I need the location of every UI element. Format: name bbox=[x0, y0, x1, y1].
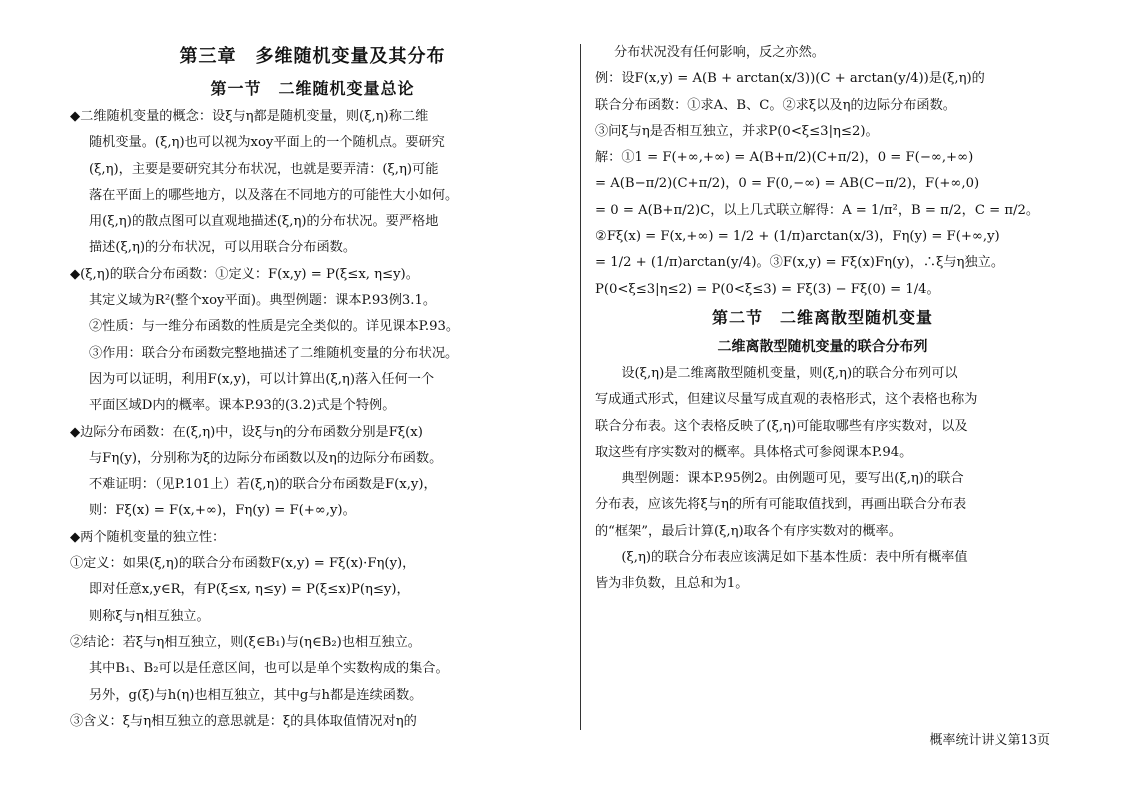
text-line: 因为可以证明，利用F(x,y)，可以计算出(ξ,η)落入任何一个 bbox=[89, 371, 435, 387]
text-line: 分布状况没有任何影响，反之亦然。 bbox=[614, 45, 825, 60]
subsection-title: 二维离散型随机变量的联合分布列 bbox=[717, 338, 928, 355]
text-line: 落在平面上的哪些地方，以及落在不同地方的可能性大小如何。 bbox=[89, 187, 459, 203]
text-line: (ξ,η)的联合分布表应该满足如下基本性质：表中所有概率值 bbox=[595, 550, 968, 566]
column-divider bbox=[580, 44, 581, 730]
text-line: 不难证明：（见P.101上）若(ξ,η)的联合分布函数是F(x,y)， bbox=[89, 477, 437, 493]
text-line: 联合分布表。这个表格反映了(ξ,η)可能取哪些有序实数对，以及 bbox=[595, 418, 968, 434]
text-line: 用(ξ,η)的散点图可以直观地描述(ξ,η)的分布状况。要严格地 bbox=[89, 214, 439, 230]
text-line: 解：①1 = F(+∞,+∞) = A(B+π/2)(C+π/2)，0 = F(−∞,+∞) bbox=[595, 150, 974, 166]
text-line: P(0<ξ≤3|η≤2) = P(0<ξ≤3) = Fξ(3) − Fξ(0) = 1/4。 bbox=[595, 281, 940, 297]
text-line: ◆边际分布函数：在(ξ,η)中，设ξ与η的分布函数分别是Fξ(x) bbox=[70, 424, 423, 440]
text-line: 分布表，应该先将ξ与η的所有可能取值找到，再画出联合分布表 bbox=[595, 497, 967, 513]
text-line: 其定义域为R²(整个xoy平面)。典型例题：课本P.93例3.1。 bbox=[89, 293, 437, 309]
text-line: = A(B−π/2)(C+π/2)，0 = F(0,−∞) = AB(C−π/2)，F(+∞,0) bbox=[595, 176, 980, 192]
text-line: ①定义：如果(ξ,η)的联合分布函数F(x,y) = Fξ(x)·Fη(y)， bbox=[70, 556, 416, 572]
text-line: 则称ξ与η相互独立。 bbox=[89, 608, 210, 624]
text-line: ◆两个随机变量的独立性： bbox=[70, 529, 226, 545]
left-column bbox=[70, 40, 555, 735]
text-line: 皆为非负数，且总和为1。 bbox=[595, 576, 749, 592]
text-line: 其中B₁、B₂可以是任意区间，也可以是单个实数构成的集合。 bbox=[89, 661, 449, 677]
text-line: = 1/2 + (1/π)arctan(y/4)。③F(x,y) = Fξ(x)Fη(y)，∴ξ与η独立。 bbox=[595, 255, 1005, 271]
text-line: 另外，g(ξ)与h(η)也相互独立，其中g与h都是连续函数。 bbox=[89, 687, 423, 703]
text-line: 则：Fξ(x) = F(x,+∞)，Fη(y) = F(+∞,y)。 bbox=[89, 503, 356, 519]
text-line: 与Fη(y)，分别称为ξ的边际分布函数以及η的边际分布函数。 bbox=[89, 450, 443, 466]
section-title-2: 第二节 二维离散型随机变量 bbox=[711, 307, 933, 327]
text-line: 写成通式形式，但建议尽量写成直观的表格形式，这个表格也称为 bbox=[595, 392, 978, 408]
chapter-title: 第三章 多维随机变量及其分布 bbox=[179, 46, 446, 67]
section-title-1: 第一节 二维随机变量总论 bbox=[210, 79, 415, 98]
text-line: ◆(ξ,η)的联合分布函数：①定义：F(x,y) = P(ξ≤x, η≤y)。 bbox=[70, 266, 419, 282]
text-line: 随机变量。(ξ,η)也可以视为xoy平面上的一个随机点。要研究 bbox=[89, 135, 445, 151]
text-line: ◆二维随机变量的概念：设ξ与η都是随机变量，则(ξ,η)称二维 bbox=[70, 109, 429, 124]
text-line: 联合分布函数：①求A、B、C。②求ξ以及η的边际分布函数。 bbox=[595, 97, 956, 113]
text-line: (ξ,η)，主要是要研究其分布状况，也就是要弄清：(ξ,η)可能 bbox=[89, 161, 439, 177]
text-line: 的“框架”，最后计算(ξ,η)取各个有序实数对的概率。 bbox=[595, 523, 902, 539]
text-line: ③作用：联合分布函数完整地描述了二维随机变量的分布状况。 bbox=[89, 345, 459, 361]
text-line: 例：设F(x,y) = A(B + arctan(x/3))(C + arctan(y/4))是(ξ,η)的 bbox=[595, 71, 985, 87]
text-line: 即对任意x,y∈R，有P(ξ≤x, η≤y) = P(ξ≤x)P(η≤y)， bbox=[89, 582, 410, 598]
text-line: ②Fξ(x) = F(x,+∞) = 1/2 + (1/π)arctan(x/3)，Fη(y) = F(+∞,y) bbox=[595, 229, 1000, 245]
page-footer: 概率统计讲义第13页 bbox=[929, 733, 1050, 748]
text-line: 取这些有序实数对的概率。具体格式可参阅课本P.94。 bbox=[595, 444, 913, 460]
text-line: 典型例题：课本P.95例2。由例题可见，要写出(ξ,η)的联合 bbox=[595, 471, 964, 487]
text-line: ③含义：ξ与η相互独立的意思就是：ξ的具体取值情况对η的 bbox=[70, 713, 417, 729]
text-line: 描述(ξ,η)的分布状况，可以用联合分布函数。 bbox=[89, 240, 357, 256]
text-line: ②性质：与一维分布函数的性质是完全类似的。详见课本P.93。 bbox=[89, 319, 460, 335]
right-column bbox=[595, 40, 1050, 598]
text-line: = 0 = A(B+π/2)C，以上几式联立解得：A = 1/π²，B = π/2，C = π/2。 bbox=[595, 202, 1040, 218]
text-line: 设(ξ,η)是二维离散型随机变量，则(ξ,η)的联合分布列可以 bbox=[595, 365, 958, 381]
text-line: 平面区域D内的概率。课本P.93的(3.2)式是个特例。 bbox=[89, 398, 396, 414]
text-line: ②结论：若ξ与η相互独立，则(ξ∈B₁)与(η∈B₂)也相互独立。 bbox=[70, 634, 421, 650]
text-line: ③问ξ与η是否相互独立，并求P(0<ξ≤3|η≤2)。 bbox=[595, 123, 879, 139]
